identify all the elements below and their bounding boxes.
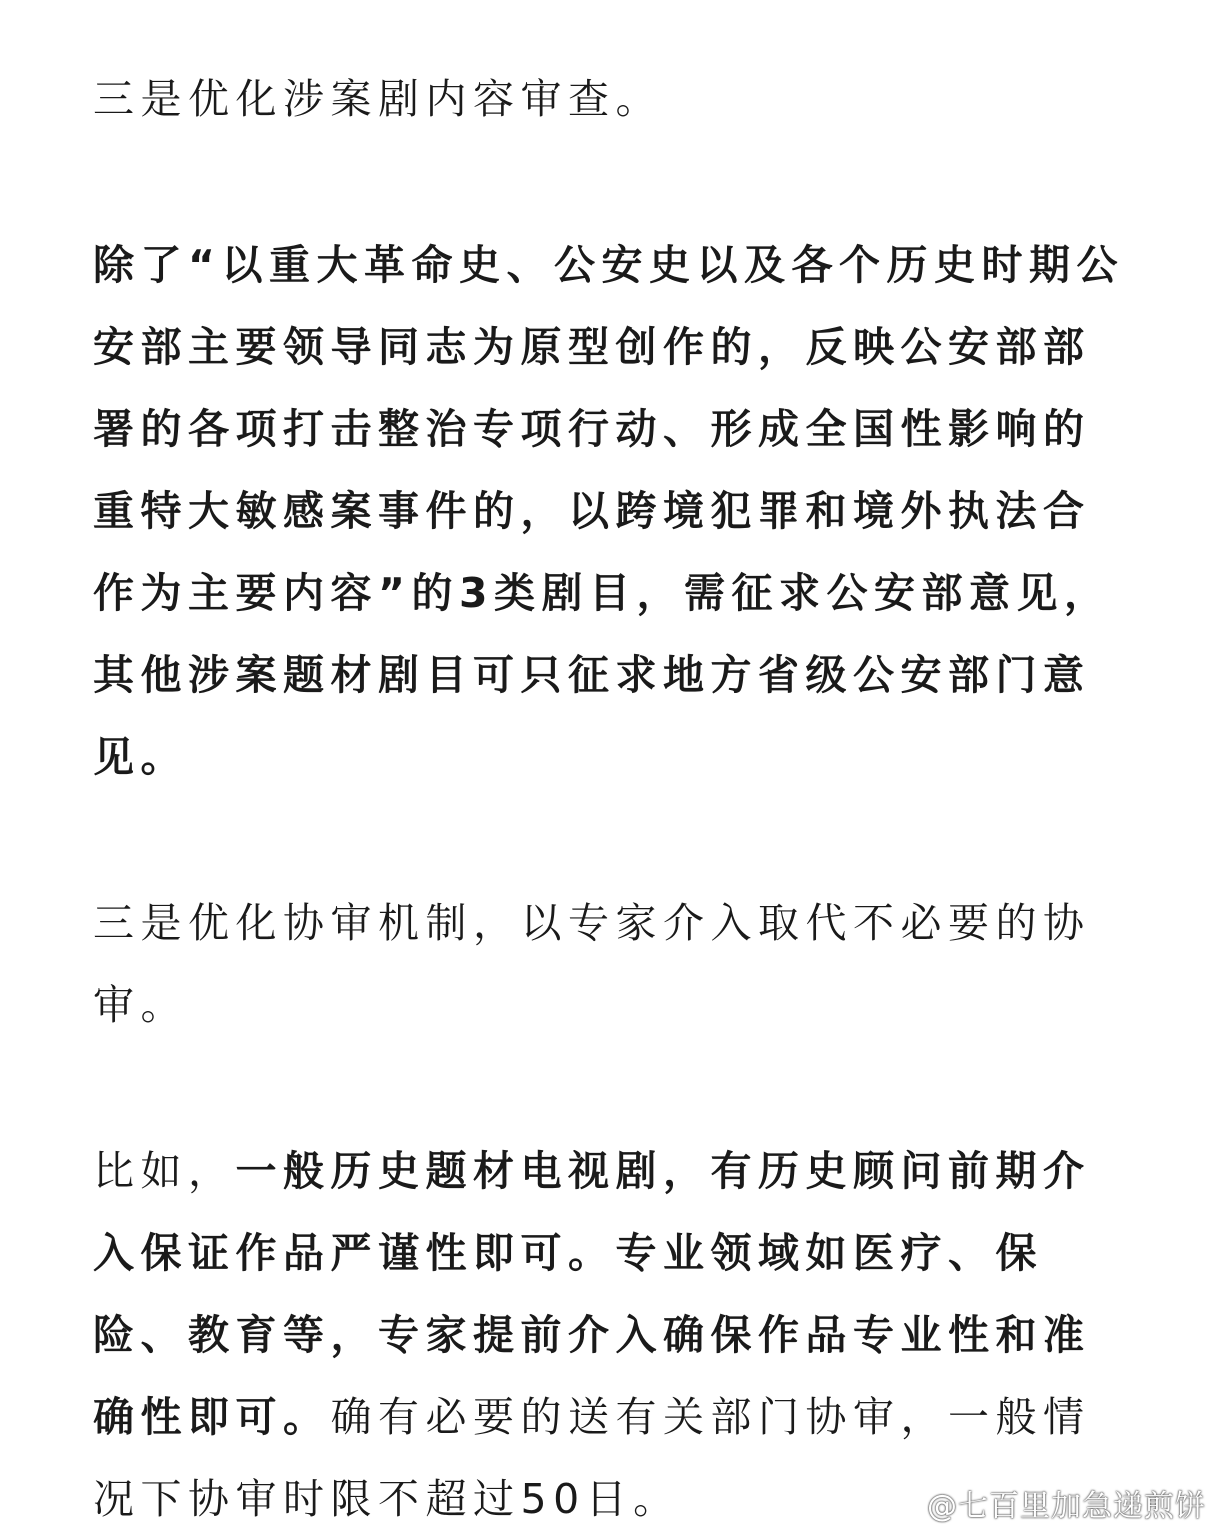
paragraph-4 bbox=[93, 1130, 1133, 1540]
paragraph-4-lead: 比如， bbox=[93, 1147, 236, 1195]
weibo-logo-icon bbox=[881, 1486, 921, 1520]
paragraph-4-bold: 一般历史题材电视剧，有历史顾问前期介入保证作品严谨性即可。专业领域如医疗、保险、教育等，专家提前介入确保作品专业性和准确性即可。 bbox=[93, 1147, 1091, 1441]
article-body bbox=[93, 58, 1133, 1540]
paragraph-3: 三是优化协审机制，以专家介入取代不必要的协审。 bbox=[93, 899, 1091, 1029]
paragraph-2: 除了“以重大革命史、公安史以及各个历史时期公安部主要领导同志为原型创作的，反映公安部部署的各项打击整治专项行动、形成全国性影响的重特大敏感案事件的，以跨境犯罪和境外执法合作为主要内容”的3类剧目，需征求公安部意见，其他涉案题材剧目可只征求地方省级公安部门意见。 bbox=[93, 241, 1124, 781]
paragraph-4-tail: 确有必要的送有关部门协审，一般情况下协审时限不超过50日。 bbox=[93, 1393, 1091, 1523]
paragraph-1: 三是优化涉案剧内容审查。 bbox=[93, 75, 663, 123]
watermark bbox=[881, 1481, 1206, 1525]
watermark-text: @七百里加急递煎饼 bbox=[927, 1489, 1206, 1524]
